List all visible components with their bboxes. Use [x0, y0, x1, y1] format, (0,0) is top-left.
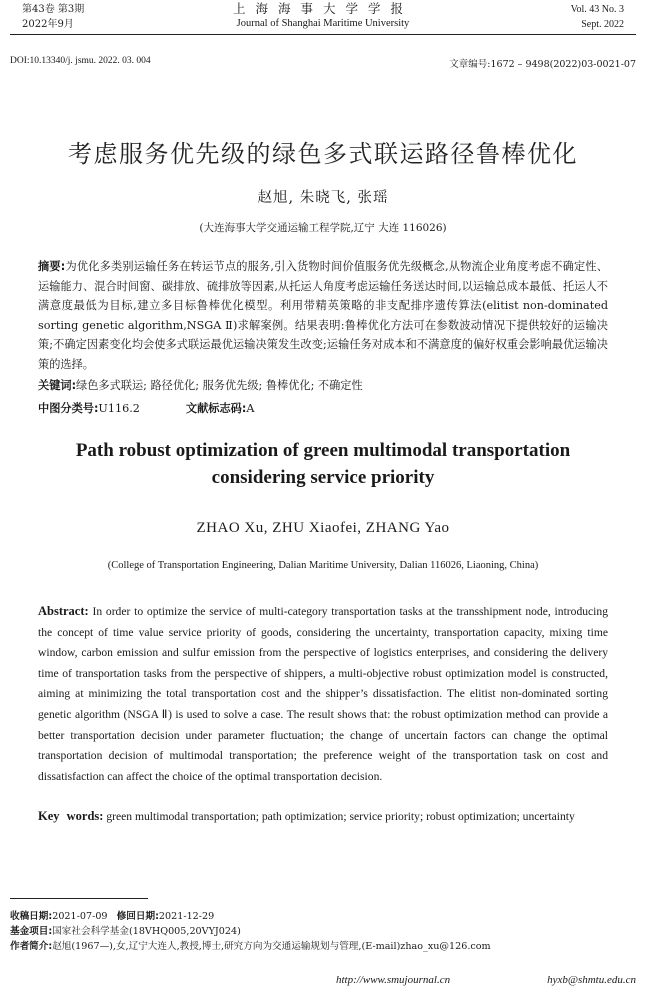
classification: [38, 399, 254, 418]
author-bio-value: 赵旭(1967—),女,辽宁大连人,教授,博士,研究方向为交通运输规划与管理,(E-mail)zhao_xu@126.com: [52, 941, 491, 952]
keywords-cn: [38, 376, 608, 395]
keywords-cn-label: 关键词:: [38, 379, 77, 392]
header-date-en: Sept. 2022: [581, 19, 624, 30]
abstract-cn-label: 摘要:: [38, 260, 66, 273]
doc-code-label: 文献标志码:: [185, 402, 247, 415]
revised-label: 修回日期:: [116, 911, 159, 922]
authors-cn: 赵旭, 朱晓飞, 张瑶: [257, 190, 389, 206]
header-rule: [10, 34, 636, 35]
title-cn: 考虑服务优先级的绿色多式联运路径鲁棒优化: [68, 140, 578, 168]
keywords-en-text: green multimodal transportation; path optimization; service priority; robust optimization; uncertainty: [103, 810, 575, 823]
abstract-en-label: Abstract:: [38, 604, 89, 618]
article-number: 文章编号:1672 – 9498(2022)03-0021-07: [449, 59, 636, 70]
header-volume-en-block: [571, 2, 624, 32]
fund-value: 国家社会科学基金(18VHQ005,20VYJ024): [52, 926, 241, 937]
clc-label: 中图分类号:: [38, 402, 99, 415]
keywords-cn-text: 绿色多式联运; 路径优化; 服务优先级; 鲁棒优化; 不确定性: [76, 379, 363, 392]
revised-value: 2021-12-29: [158, 911, 215, 922]
journal-name-cn: 上海海事大学学报: [232, 1, 413, 16]
footnote-dates: [10, 910, 630, 924]
journal-url[interactable]: http://www.smujournal.cn: [336, 974, 451, 986]
header-volume-en: Vol. 43 No. 3: [570, 4, 624, 15]
keywords-en: [38, 806, 608, 828]
footnote-author: [10, 940, 630, 954]
affiliation-cn: (大连海事大学交通运输工程学院,辽宁 大连 116026): [199, 222, 447, 234]
clc-value: U116.2: [98, 402, 140, 415]
abstract-en-text: In order to optimize the service of multi-category transportation tasks at the transshipment node, introducing the concept of time value service priority of goods, considering the uncertainty, transportation capacity, mixing time window, carbon emission and sulfur emission from the perspective of logistics enterprises, and considering the delivery time of transportation tasks from the perspective of shippers, a multi-objective robust optimization model is constructed, aiming at minimizing the total transportation cost and the shipper’s dissatisfaction. The elitist non-dominated sorting genetic algorithm (NSGA Ⅱ) is used to solve a case. The result shows that: the robust optimization method can provide a better transportation decision under parameter fluctuation; the change of uncertain factors can change the optimal transportation decision of multimodal transportation; the preference weight of the transportation task on cost and dissatisfaction can affect the choice of the optimal transportation decision.: [38, 605, 608, 783]
keywords-en-label: Key words:: [38, 809, 104, 823]
journal-email[interactable]: hyxb@shmtu.edu.cn: [547, 974, 636, 986]
fund-label: 基金项目:: [10, 926, 53, 937]
header-date-cn: 2022年9月: [22, 19, 74, 30]
header-journal: [0, 0, 646, 30]
journal-name-en: Journal of Shanghai Maritime University: [236, 18, 410, 29]
title-en: Path robust optimization of green multimodal transportation considering service priority: [75, 440, 571, 488]
received-label: 收稿日期:: [10, 911, 53, 922]
author-bio-label: 作者简介:: [10, 941, 53, 952]
received-value: 2021-07-09: [52, 911, 108, 922]
affiliation-en: (College of Transportation Engineering, Dalian Maritime University, Dalian 116026, Liaoning, China): [107, 560, 539, 571]
header-volume-cn: 第43卷 第3期: [22, 4, 85, 15]
doc-code-value: A: [246, 402, 255, 415]
abstract-en: [38, 601, 608, 787]
authors-en: ZHAO Xu, ZHU Xiaofei, ZHANG Yao: [196, 520, 450, 536]
doi: DOI:10.13340/j. jsmu. 2022. 03. 004: [10, 56, 151, 66]
abstract-cn-text: 为优化多类别运输任务在转运节点的服务,引入货物时间价值服务优先级概念,从物流企业角度考虑不确定性、运输能力、混合时间窗、碳排放、硫排放等因素,从托运人角度考虑运输任务送达时间,以运输总成本最低、托运人不满意度最低为目标,建立多目标鲁棒优化模型。利用带精英策略的非支配排序遗传算法(elitist non-dominated sorting genetic algorithm,NSGA Ⅱ)求解案例。结果表明:鲁棒优化方法可在参数波动情况下提供较好的运输决策;不确定因素变化均会使多式联运最优运输决策发生改变;运输任务对成本和不满意度的偏好权重会影响最优运输决策的选择。: [38, 260, 608, 371]
footnote-fund: [10, 925, 630, 939]
abstract-cn: [38, 257, 608, 375]
footnote-rule: [10, 898, 148, 899]
